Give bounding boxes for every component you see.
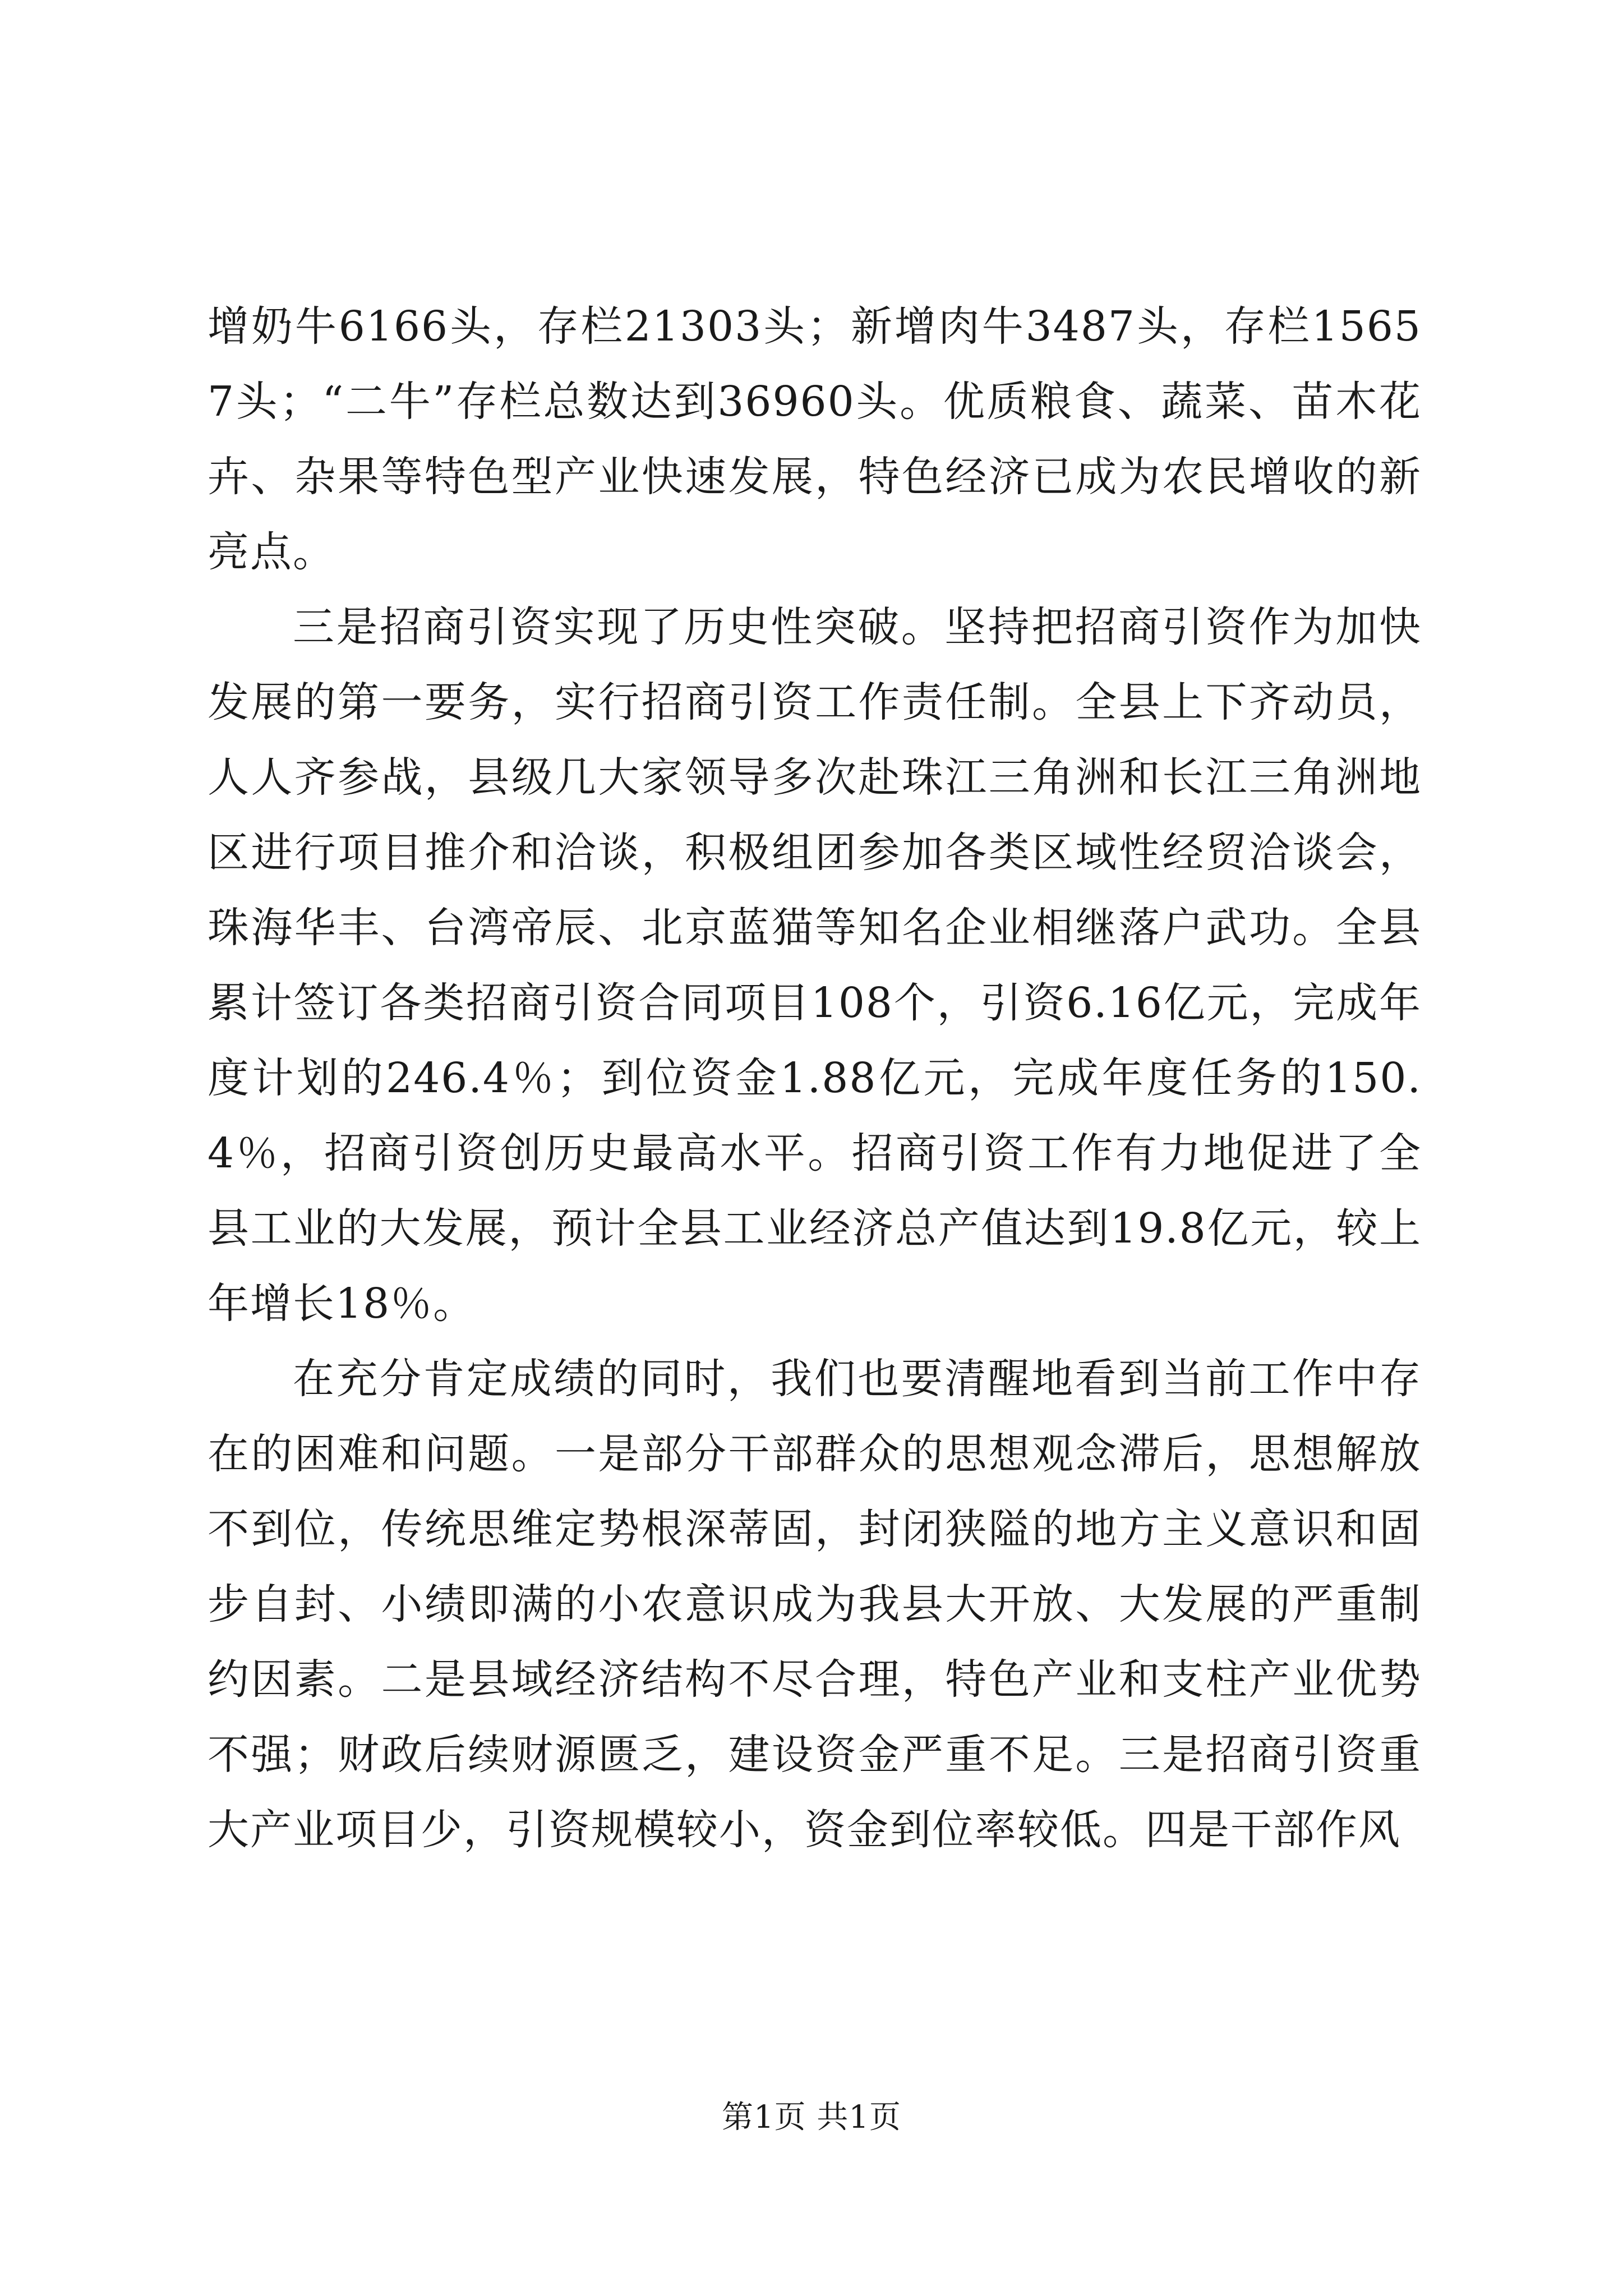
paragraph-investment: 三是招商引资实现了历史性突破。坚持把招商引资作为加快发展的第一要务，实行招商引资工作责任制。全县上下齐动员，人人齐参战，县级几大家领导多次赴珠江三角洲和长江三角洲地区进行项目推介和洽谈，积极组团参加各类区域性经贸洽谈会，珠海华丰、台湾帝辰、北京蓝猫等知名企业相继落户武功。全县累计签订各类招商引资合同项目108个，引资6.16亿元，完成年度计划的246.4％；到位资金1.88亿元，完成年度任务的150.4％，招商引资创历史最高水平。招商引资工作有力地促进了全县工业的大发展，预计全县工业经济总产值达到19.8亿元，较上年增长18％。 [208,603,1422,1328]
page-footer: 第1页 共1页 [721,2099,902,2136]
document-body [208,289,1422,1867]
paragraph-livestock: 增奶牛6166头，存栏21303头；新增肉牛3487头，存栏15657头；“二牛”存栏总数达到36960头。优质粮食、蔬菜、苗木花卉、杂果等特色型产业快速发展，特色经济已成为农民增收的新亮点。 [208,302,1422,576]
paragraph-problems: 在充分肯定成绩的同时，我们也要清醒地看到当前工作中存在的困难和问题。一是部分干部群众的思想观念滞后，思想解放不到位，传统思维定势根深蒂固，封闭狭隘的地方主义意识和固步自封、小绩即满的小农意识成为我县大开放、大发展的严重制约因素。二是县域经济结构不尽合理，特色产业和支柱产业优势不强；财政后续财源匮乏，建设资金严重不足。三是招商引资重大产业项目少，引资规模较小，资金到位率较低。四是干部作风 [208,1355,1422,1854]
